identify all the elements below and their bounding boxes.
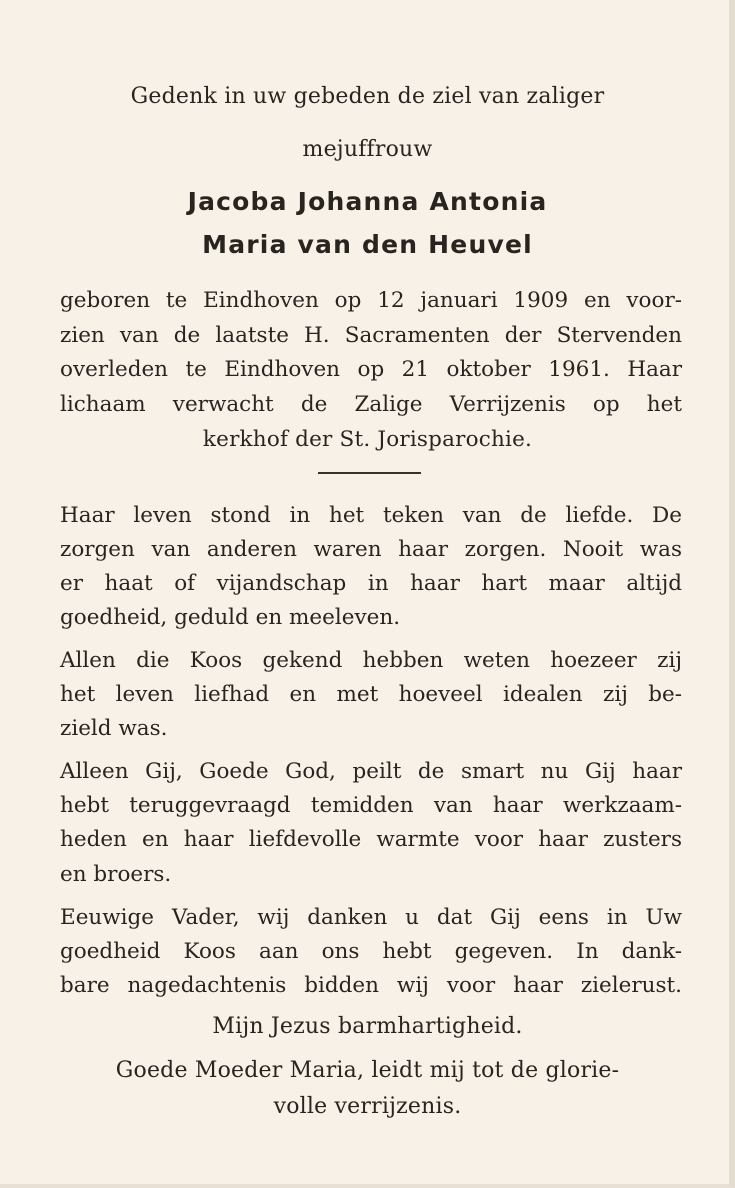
deceased-name-line-2: Maria van den Heuvel <box>202 230 533 259</box>
paragraph-line: en broers. <box>60 862 172 887</box>
paragraph-line: hebt teruggevraagd temidden van haar werkzaam- <box>60 793 682 818</box>
paragraph-line: zorgen van anderen waren haar zorgen. Nooit was <box>60 537 682 562</box>
title-line: mejuffrouw <box>302 137 433 162</box>
paragraph-line: Eeuwige Vader, wij danken u dat Gij eens in Uw <box>60 905 682 930</box>
paragraph-line: er haat of vijandschap in haar hart maar altijd <box>60 571 682 596</box>
biography-line: zien van de laatste H. Sacramenten der Stervenden <box>60 323 682 348</box>
intro-line: Gedenk in uw gebeden de ziel van zaliger <box>130 84 605 109</box>
biography-line: overleden te Eindhoven op 21 oktober 1961. Haar <box>60 357 682 382</box>
paragraph-line: zield was. <box>60 716 168 741</box>
biography-line: kerkhof der St. Jorisparochie. <box>202 427 533 452</box>
closing-prayer-1: Mijn Jezus barmhartigheid. <box>212 1014 523 1039</box>
deceased-name-line-1: Jacoba Johanna Antonia <box>187 187 548 216</box>
paragraph-line: goedheid, geduld en meeleven. <box>60 605 401 630</box>
paragraph-line: Haar leven stond in het teken van de liefde. De <box>60 503 682 528</box>
paragraph-line: goedheid Koos aan ons hebt gegeven. In dank- <box>60 939 682 964</box>
paragraph-line: bare nagedachtenis bidden wij voor haar zielerust. <box>60 973 682 998</box>
paragraph-line: Allen die Koos gekend hebben weten hoezeer zij <box>60 648 682 673</box>
closing-prayer-2-line-2: volle verrijzenis. <box>273 1094 462 1119</box>
divider-rule <box>318 472 421 474</box>
paragraph-line: heden en haar liefdevolle warmte voor haar zusters <box>60 827 682 852</box>
biography-line: lichaam verwacht de Zalige Verrijzenis op het <box>60 392 682 417</box>
biography-line: geboren te Eindhoven op 12 januari 1909 en voor- <box>60 288 682 313</box>
paragraph-line: Alleen Gij, Goede God, peilt de smart nu Gij haar <box>60 759 682 784</box>
closing-prayer-2-line-1: Goede Moeder Maria, leidt mij tot de glorie- <box>115 1058 620 1083</box>
paragraph-line: het leven liefhad en met hoeveel idealen zij be- <box>60 682 682 707</box>
